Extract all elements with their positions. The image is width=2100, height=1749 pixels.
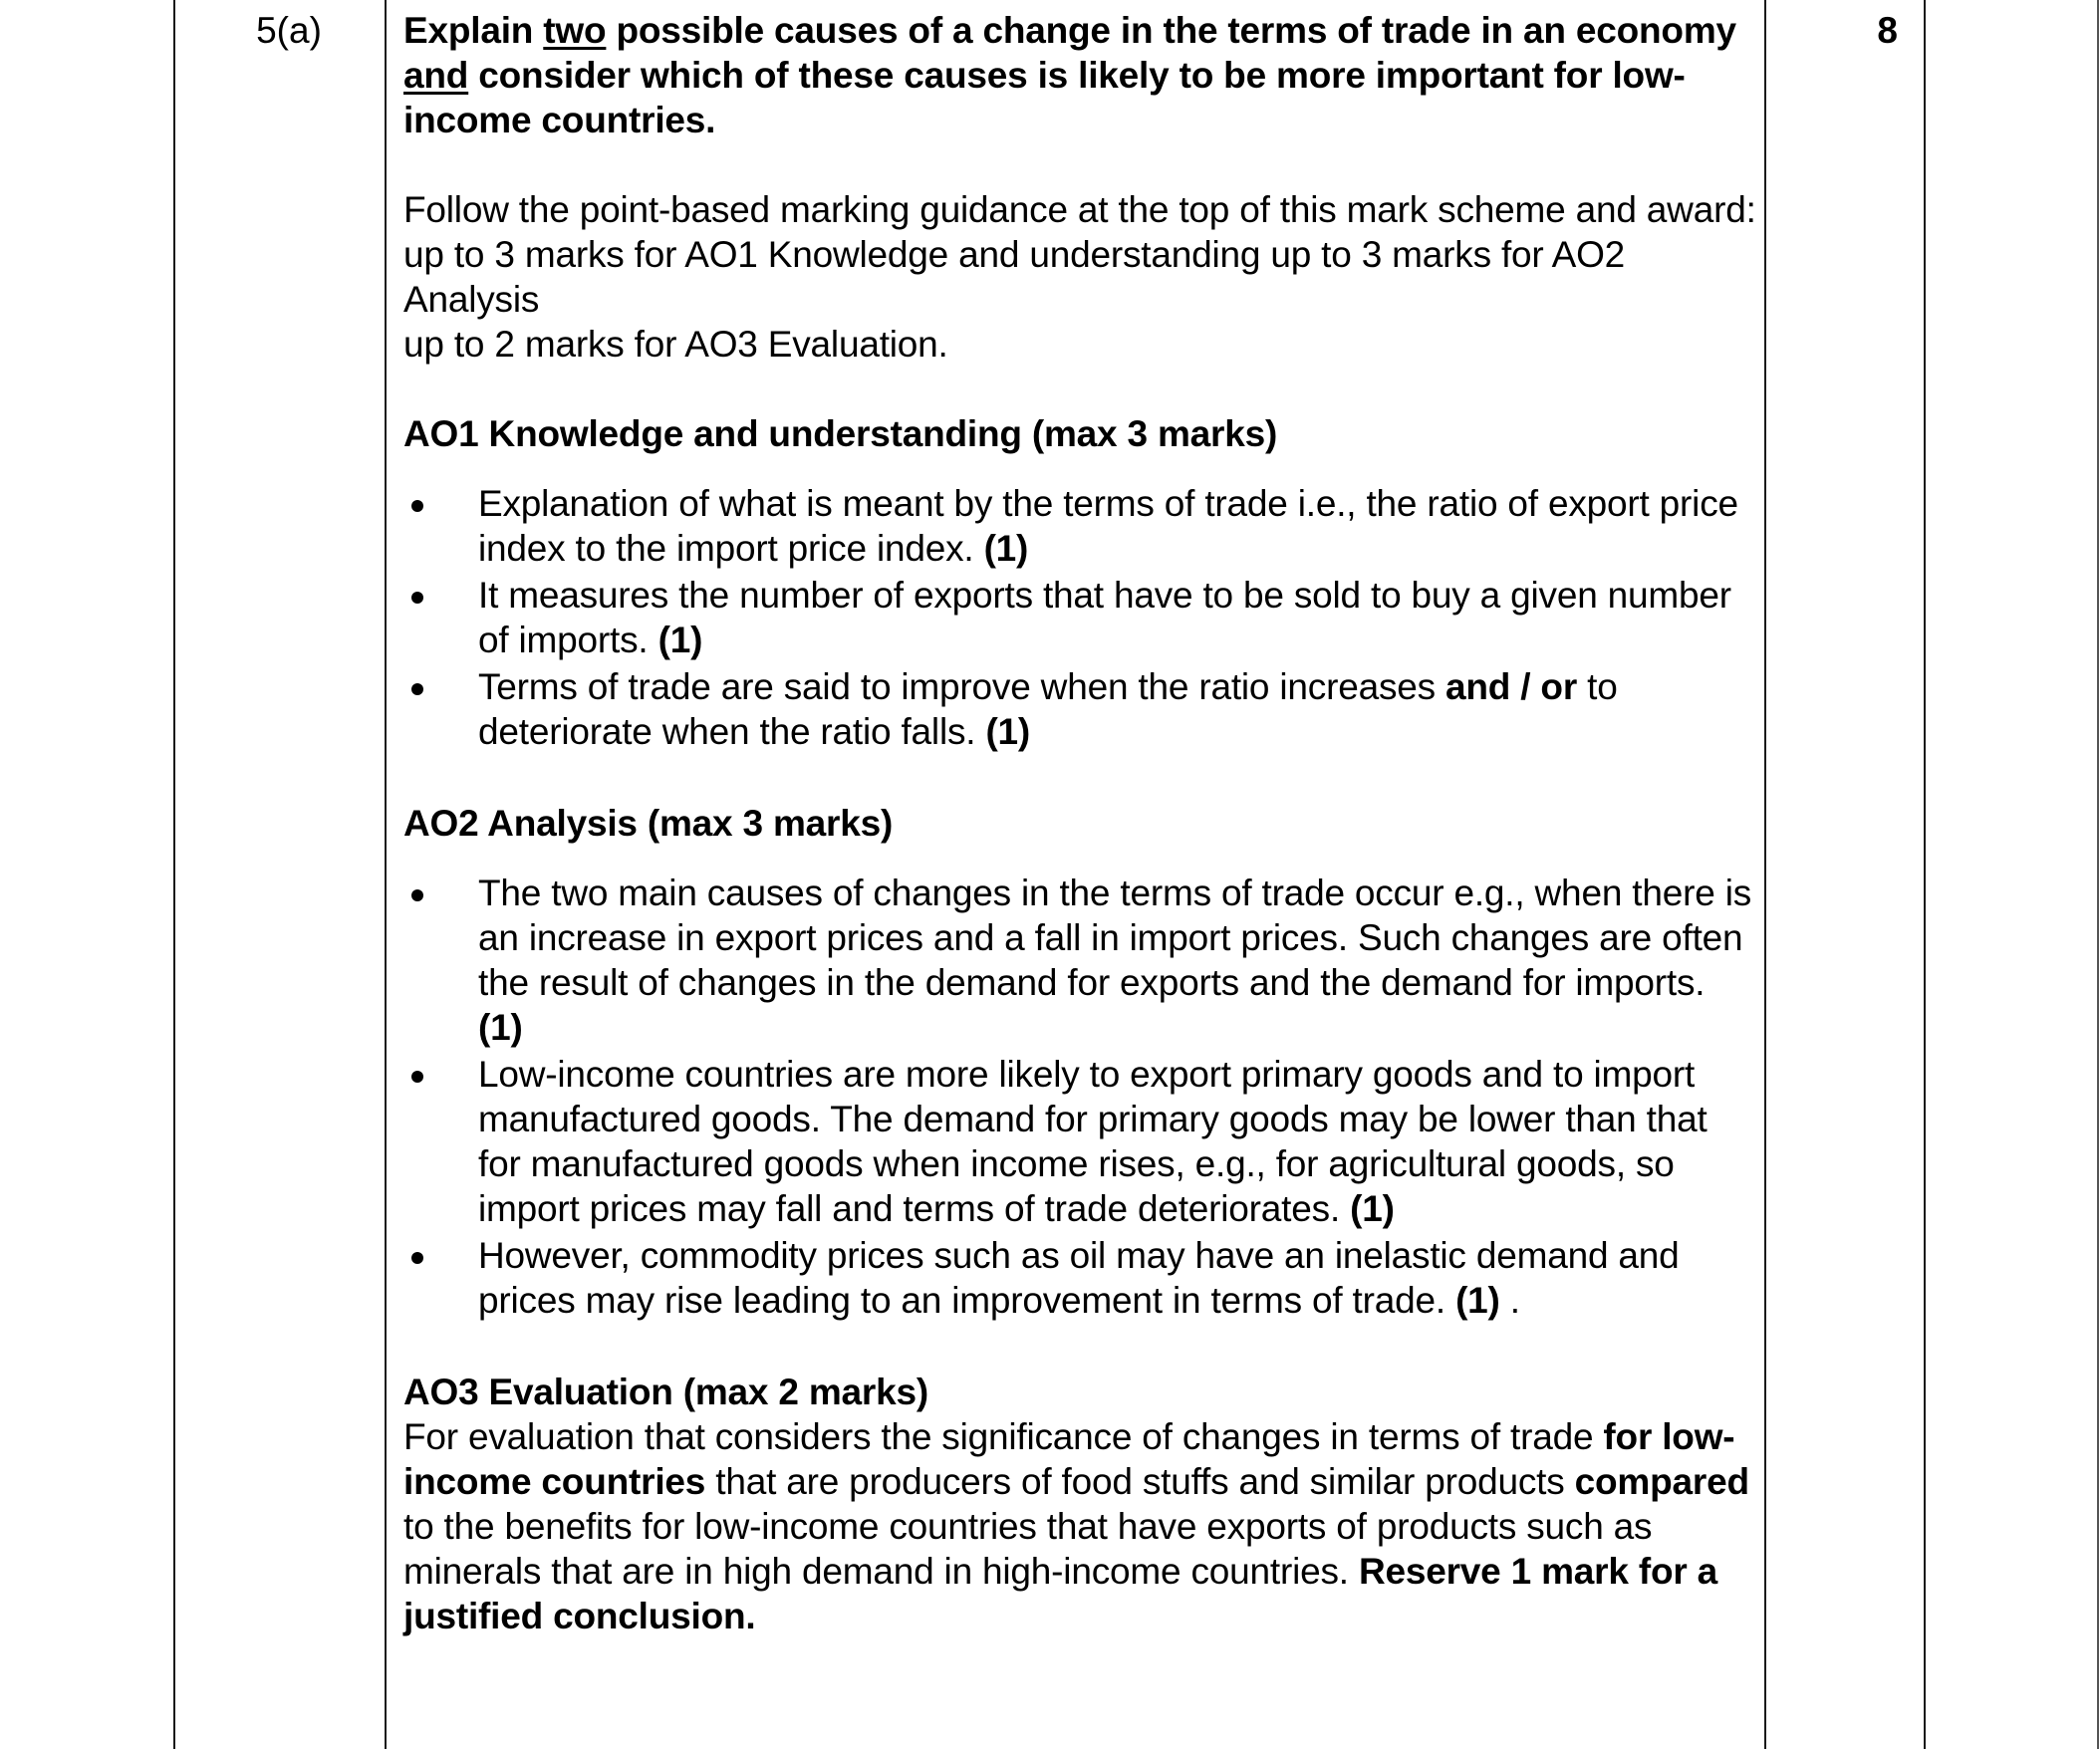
table-border-right [2097,0,2099,1749]
ao3-description: For evaluation that considers the significance of changes in terms of trade for low-income countries that are producers of food stuffs and similar products compared to the benefits for low-income countries that have exports of products such as minerals that are in high demand in high-income countries. Reserve 1 mark for a justified conclusion. [403,1416,1749,1636]
mark-value: (1) [1350,1188,1395,1229]
ao2-bullet-list [403,871,1758,1323]
bullet-icon [411,592,423,604]
bullet-icon [411,1252,423,1264]
mark-scheme-content [403,8,1758,1638]
list-item: The two main causes of changes in the terms of trade occur e.g., when there is an increase in export prices and a fall in import prices. Such changes are often the result of changes in the demand for exports and the demand for imports. (1) [403,871,1758,1050]
emphasis-two: two [543,10,607,51]
bullet-icon [411,1071,423,1083]
list-item: Explanation of what is meant by the terms of trade i.e., the ratio of export price index to the import price index. (1) [403,481,1758,571]
table-border-marks-col [1924,0,1926,1749]
emphasis-and: and [403,55,469,96]
ao2-heading: AO2 Analysis (max 3 marks) [403,803,894,844]
bullet-icon [411,683,423,695]
list-item: However, commodity prices such as oil may have an inelastic demand and prices may rise leading to an improvement in terms of trade. (1) . [403,1233,1758,1323]
ao1-heading: AO1 Knowledge and understanding (max 3 marks) [403,413,1278,454]
mark-value: (1) [478,1007,523,1048]
question-marks: 8 [1877,10,1898,51]
ao3-heading: AO3 Evaluation (max 2 marks) [403,1372,928,1412]
bullet-icon [411,500,423,512]
ao1-bullet-list [403,481,1758,754]
page-margin [0,0,173,1749]
table-border-content-col [1764,0,1766,1749]
mark-value: (1) [1455,1280,1500,1321]
mark-value: (1) [657,620,703,660]
list-item: Terms of trade are said to improve when the ratio increases and / or to deteriorate when the ratio falls. (1) [403,664,1758,754]
reserve-mark-note: Reserve 1 mark for a justified conclusion. [403,1551,1718,1636]
bullet-icon [411,889,423,901]
guidance-line-3: up to 2 marks for AO3 Evaluation. [403,324,948,365]
list-item: It measures the number of exports that have to be sold to buy a given number of imports. (1) [403,573,1758,662]
guidance-line-2: up to 3 marks for AO1 Knowledge and understanding up to 3 marks for AO2 Analysis [403,234,1626,320]
table-border-question-col [385,0,387,1749]
mark-value: (1) [985,711,1031,752]
guidance-line-1: Follow the point-based marking guidance at the top of this mark scheme and award: [403,189,1756,230]
table-border-left [173,0,175,1749]
question-title: Explain two possible causes of a change in the terms of trade in an economy and consider which of these causes is likely to be more important for low-income countries. [403,10,1736,140]
list-item: Low-income countries are more likely to export primary goods and to import manufactured goods. The demand for primary goods may be lower than that for manufactured goods when income rises, e.g., for agricultural goods, so import prices may fall and terms of trade deteriorates. (1) [403,1052,1758,1231]
question-number: 5(a) [256,10,322,51]
mark-value: (1) [983,528,1029,569]
